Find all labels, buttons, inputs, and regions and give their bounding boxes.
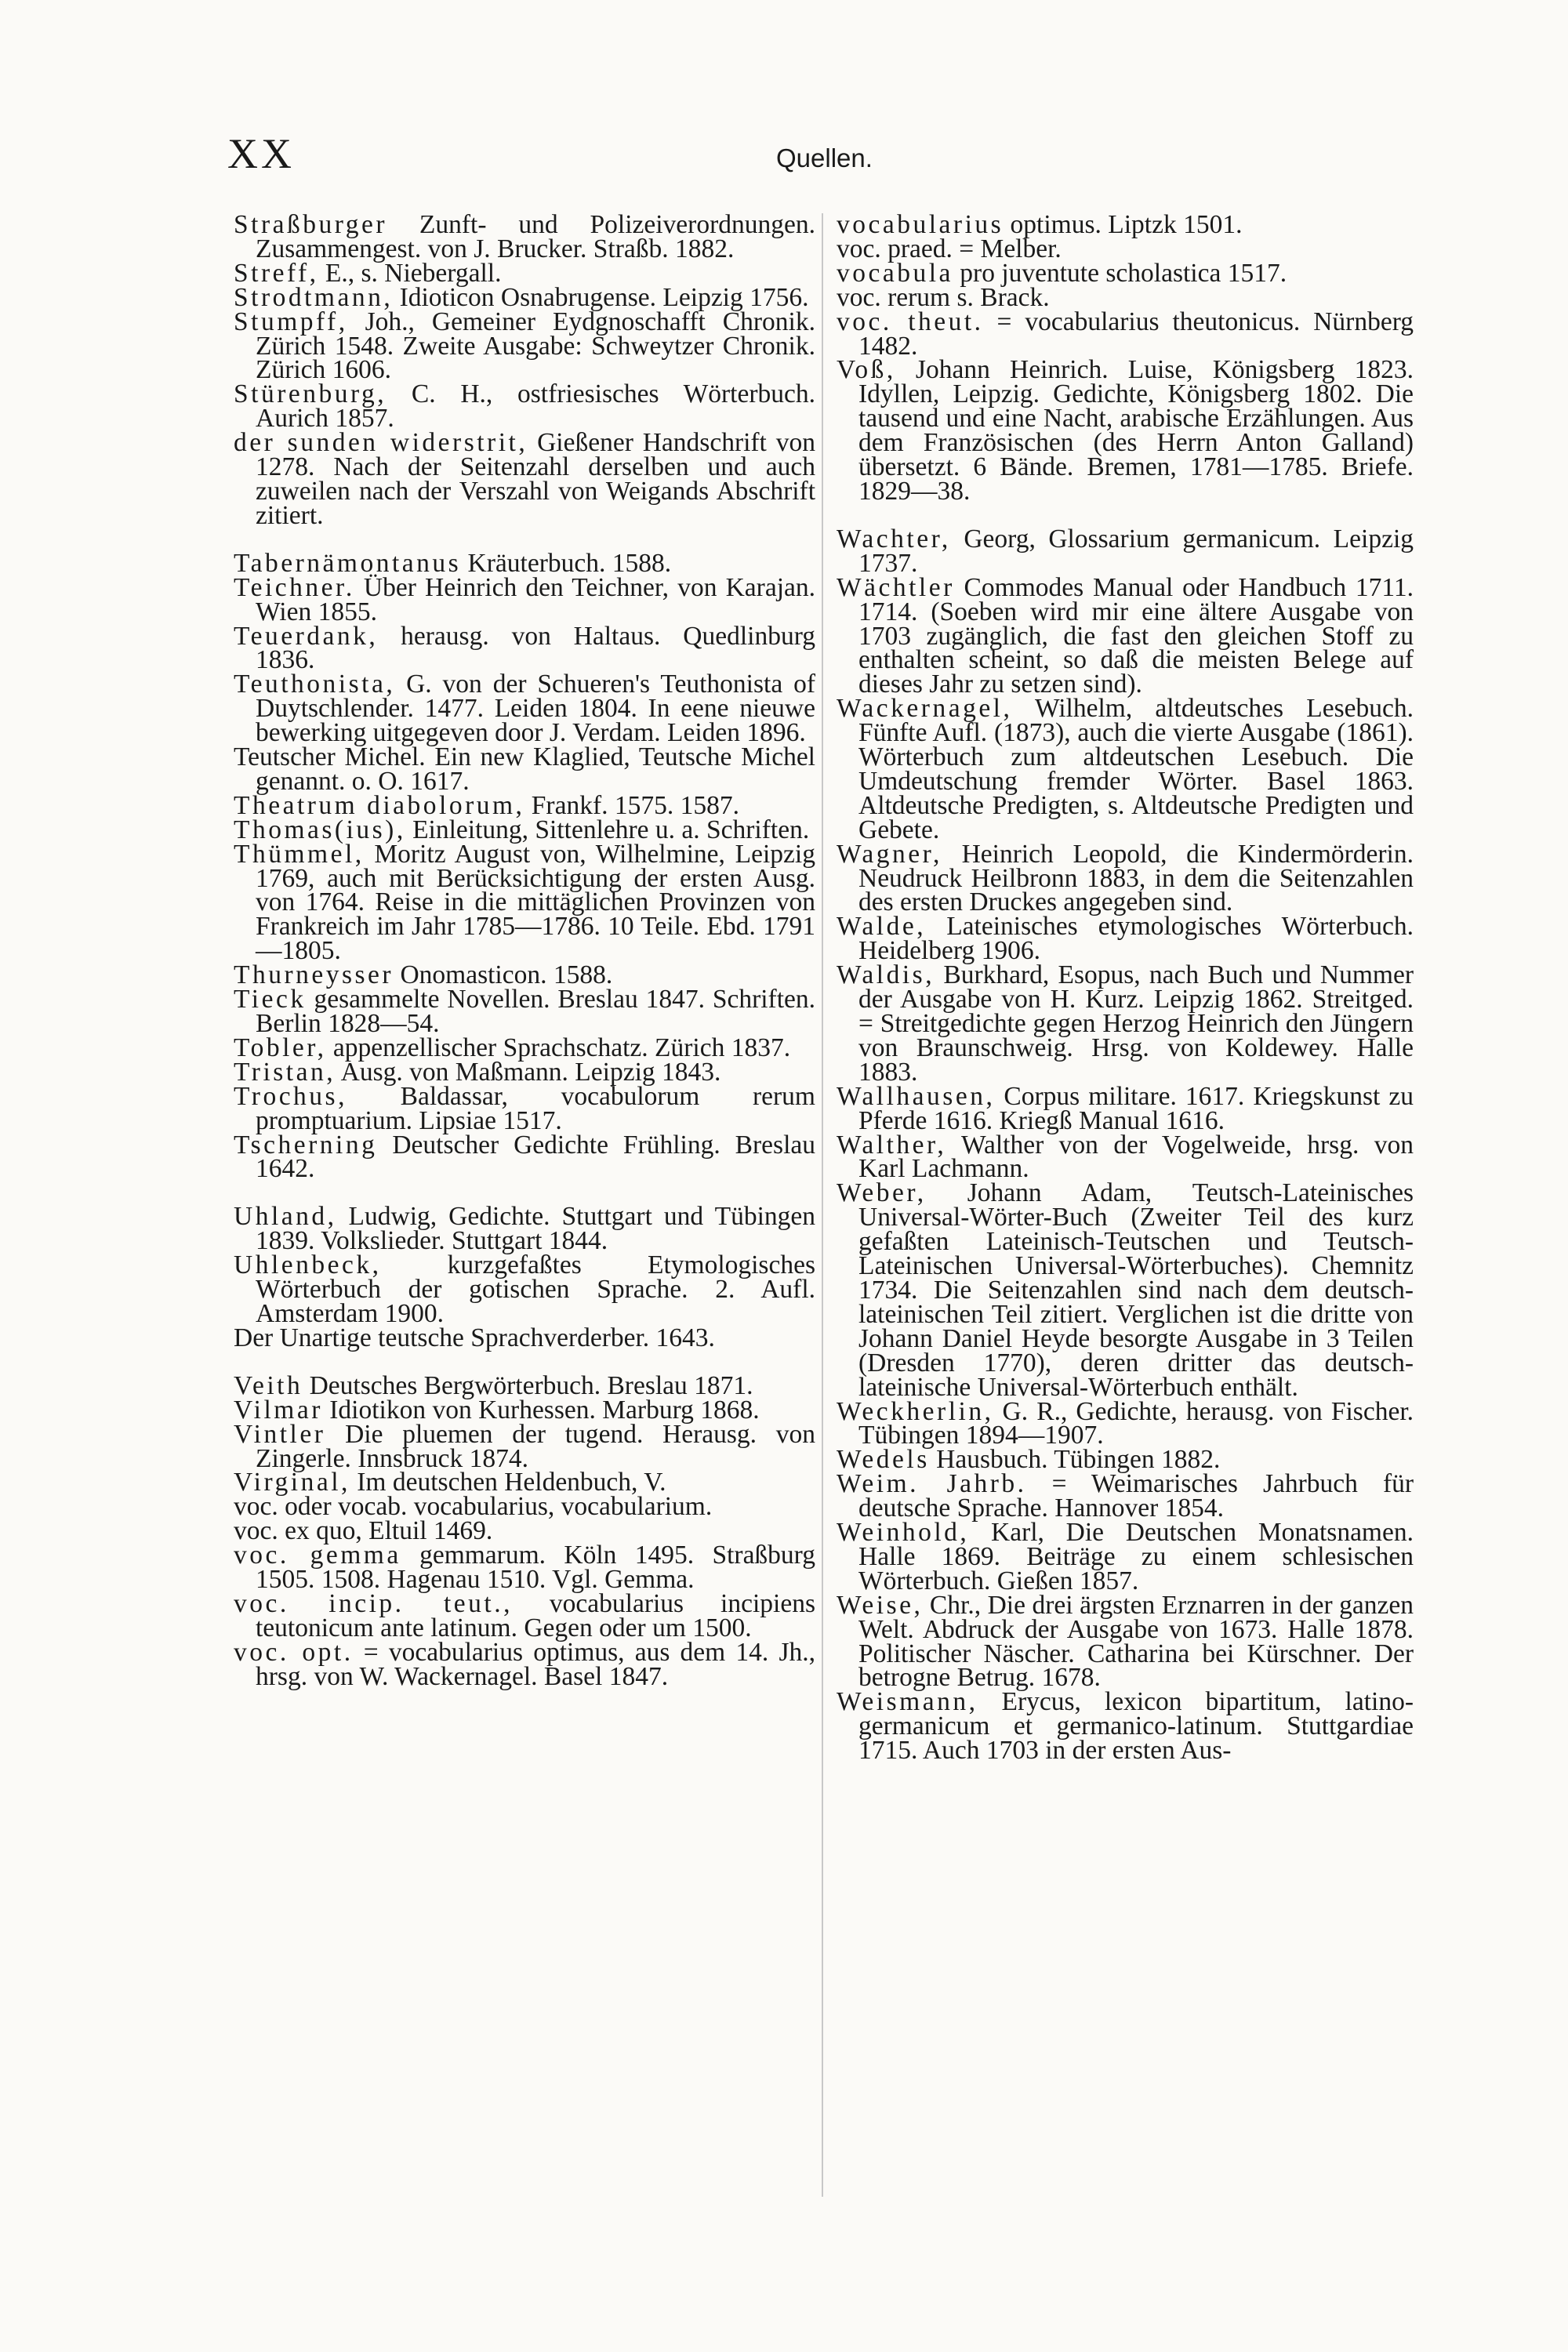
entry-keyword: Thümmel,: [234, 839, 365, 869]
bibliography-entry: [234, 572, 815, 626]
entry-text: Die pluemen der tugend. Herausg. von Zingerle. Innsbruck 1874.: [256, 1419, 815, 1473]
entry-text: Über Heinrich den Teichner, von Karajan. Wien 1855.: [256, 572, 815, 626]
entry-keyword: Teuthonista,: [234, 670, 396, 699]
entry-text: Lateinisches etymologisches Wörterbuch. Heidelberg 1906.: [858, 912, 1414, 966]
entry-text: Deutscher Gedichte Frühling. Breslau 1642.: [256, 1130, 815, 1184]
bibliography-entry: [837, 839, 1414, 917]
entry-keyword: Uhland,: [234, 1202, 337, 1232]
bibliography-entry: [837, 1469, 1414, 1523]
entry-text: voc. ex quo, Eltuil 1469.: [234, 1516, 493, 1546]
entry-keyword: Tieck: [234, 985, 307, 1014]
entry-text: Ausg. von Maßmann. Leipzig 1843.: [336, 1057, 721, 1087]
entry-keyword: Weismann,: [837, 1687, 978, 1717]
entry-keyword: Tristan,: [234, 1057, 336, 1087]
entry-text: Einleitung, Sittenlehre u. a. Schriften.: [405, 815, 810, 844]
entry-keyword: Wachter,: [837, 524, 951, 554]
entry-keyword: Stumpff,: [234, 307, 348, 336]
bibliography-entry: [234, 1202, 815, 1256]
bibliography-entry: [837, 524, 1414, 578]
bibliography-entry: [837, 1518, 1414, 1595]
entry-text: Joh., Gemeiner Eydgnoschafft Chronik. Zürich 1548. Zweite Ausgabe: Schweytzer Chronik. Zürich 1606.: [256, 307, 815, 385]
bibliography-entry: [234, 1323, 815, 1352]
entry-keyword: Weise,: [837, 1590, 924, 1620]
entry-text: Gießener Handschrift von 1278. Nach der Seitenzahl derselben und auch zuweilen nach der Verszahl von Weigands Abschrift zitiert.: [256, 428, 815, 530]
entry-text: G. von der Schueren's Teuthonista of Duytschlender. 1477. Leiden 1804. In eene nieuwe bewerking uitgegeven door J. Verdam. Leiden 1896.: [256, 670, 815, 748]
entry-text: C. H., ostfriesisches Wörterbuch. Aurich 1857.: [256, 379, 815, 434]
entry-keyword: Strodtmann,: [234, 282, 394, 312]
bibliography-entry: [837, 1687, 1414, 1766]
entry-keyword: Stürenburg,: [234, 379, 387, 409]
entry-text: Teutscher Michel. Ein new Klaglied, Teutsche Michel genannt. o. O. 1617.: [234, 742, 815, 796]
entry-text: appenzellischer Sprachschatz. Zürich 1837.: [326, 1033, 791, 1062]
entry-keyword: Teuerdank,: [234, 621, 379, 651]
entry-text: optimus. Liptzk 1501.: [1004, 210, 1243, 239]
entry-keyword: voc. incip. teut.,: [234, 1588, 513, 1618]
entry-text: gesammelte Novellen. Breslau 1847. Schriften. Berlin 1828—54.: [256, 985, 815, 1038]
entry-keyword: vocabularius: [837, 210, 1004, 239]
entry-keyword: Virginal,: [234, 1468, 350, 1497]
entry-keyword: Wedels: [837, 1445, 930, 1475]
column-divider: [822, 213, 823, 2197]
entry-text: herausg. von Haltaus. Quedlinburg 1836.: [256, 621, 815, 675]
bibliography-entry: [837, 694, 1414, 844]
entry-text: Chr., Die drei ärgsten Erznarren in der ganzen Welt. Abdruck der Ausgabe von 1673. Halle 1878. Politischer Näscher. Catharina bei Kürschner. Der betrogne Betrug. 1678.: [858, 1590, 1414, 1693]
entry-keyword: vocabula: [837, 258, 953, 288]
entry-text: Burkhard, Esopus, nach Buch und Nummer der Ausgabe von H. Kurz. Leipzig 1862. Streitged. = Streitgedichte gegen Herzog Heinrich den Jüngern von Braunschweig. Hrsg. von Koldewey. Halle 1883.: [858, 960, 1414, 1087]
entry-text: Baldassar, vocabulorum rerum promptuarium. Lipsiae 1517.: [256, 1081, 815, 1135]
entry-text: voc. praed. = Melber.: [837, 234, 1062, 263]
entry-keyword: Tabernämontanus: [234, 548, 462, 578]
bibliography-entry: [234, 985, 815, 1038]
entry-text: Wilhelm, altdeutsches Lesebuch. Fünfte Aufl. (1873), auch die vierte Ausgabe (1861). Wörterbuch zum altdeutschen Lesebuch. Die Umdeutschung fremder Wörter. Basel 1863. Altdeutsche Predigten, s. Altdeutsche Predigten und Gebete.: [858, 694, 1414, 844]
entry-text: Hausbuch. Tübingen 1882.: [929, 1445, 1221, 1475]
entry-keyword: Walde,: [837, 912, 927, 942]
right-column: [837, 210, 1414, 1766]
entry-keyword: Waldis,: [837, 960, 935, 990]
entry-keyword: Wackernagel,: [837, 694, 1013, 724]
entry-keyword: Weim. Jahrb.: [837, 1469, 1027, 1499]
bibliography-entry: [837, 1178, 1414, 1402]
entry-text: kurzgefaßtes Etymologisches Wörterbuch der gotischen Sprache. 2. Aufl. Amsterdam 1900.: [256, 1250, 815, 1328]
entry-text: G. R., Gedichte, herausg. von Fischer. Tübingen 1894—1907.: [858, 1396, 1414, 1450]
entry-keyword: Theatrum diabolorum,: [234, 790, 525, 820]
entry-text: Johann Heinrich. Luise, Königsberg 1823. Idyllen, Leipzig. Gedichte, Königsberg 1802. Die tausend und eine Nacht, arabische Erzählungen. Aus dem Französischen (des Herrn Anton Galland) übersetzt. 6 Bände. Bremen, 1781—1785. Briefe. 1829—38.: [858, 355, 1414, 506]
running-title: Quellen.: [776, 143, 873, 172]
bibliography-entry: [837, 960, 1414, 1087]
entry-text: Der Unartige teutsche Sprachverderber. 1643.: [234, 1323, 715, 1352]
page-number: XX: [227, 130, 295, 177]
bibliography-entry: [234, 1637, 815, 1691]
bibliography-entry: [234, 621, 815, 675]
entry-text: Idioticon Osnabrugense. Leipzig 1756.: [393, 282, 809, 312]
bibliography-entry: [234, 1250, 815, 1328]
entry-text: Im deutschen Heldenbuch, V.: [350, 1468, 666, 1497]
entry-text: Deutsches Bergwörterbuch. Breslau 1871.: [303, 1370, 753, 1400]
bibliography-entry: [837, 307, 1414, 361]
entry-keyword: voc. theut.: [837, 307, 984, 336]
entry-text: vocabularius incipiens teutonicum ante latinum. Gegen oder um 1500.: [256, 1588, 815, 1642]
entry-keyword: Teichner.: [234, 572, 355, 602]
bibliography-entry: [234, 210, 815, 263]
entry-keyword: Walther,: [837, 1130, 947, 1160]
entry-text: Onomasticon. 1588.: [394, 960, 613, 990]
bibliography-entry: [837, 1081, 1414, 1135]
entry-keyword: Weckherlin,: [837, 1396, 994, 1426]
page-header: [227, 129, 1403, 184]
bibliography-entry: [837, 1396, 1414, 1450]
entry-keyword: Voß,: [837, 355, 896, 385]
bibliography-entry: [234, 670, 815, 748]
bibliography-entry: [234, 1130, 815, 1184]
entry-text: = Weimarisches Jahrbuch für deutsche Sprache. Hannover 1854.: [858, 1469, 1414, 1523]
entry-keyword: Wallhausen,: [837, 1081, 996, 1111]
bibliography-entry: [234, 428, 815, 530]
entry-keyword: Weinhold,: [837, 1518, 970, 1548]
bibliography-entry: [234, 1419, 815, 1473]
bibliography-entry: [234, 839, 815, 966]
entry-keyword: Vilmar: [234, 1395, 323, 1425]
entry-keyword: Tscherning: [234, 1130, 378, 1160]
entry-text: Erycus, lexicon bipartitum, latino-germanicum et germanico-latinum. Stuttgardiae 1715. Auch 1703 in der ersten Aus-: [858, 1687, 1414, 1766]
entry-text: Commodes Manual oder Handbuch 1711. 1714. (Soeben wird mir eine ältere Ausgabe von 1703 zugänglich, die fast den gleichen Stoff zu enthalten scheint, so daß die meisten Belege auf dieses Jahr zu setzen sind).: [858, 572, 1414, 699]
entry-keyword: Streff,: [234, 258, 319, 288]
bibliography-entry: [234, 1588, 815, 1642]
entry-keyword: Veith: [234, 1370, 303, 1400]
entry-keyword: Trochus,: [234, 1081, 347, 1111]
bibliography-entry: [234, 1541, 815, 1595]
entry-keyword: Weber,: [837, 1178, 927, 1208]
entry-keyword: Tobler,: [234, 1033, 327, 1062]
bibliography-entry: [837, 912, 1414, 966]
entry-text: gemmarum. Köln 1495. Straßburg 1505. 1508. Hagenau 1510. Vgl. Gemma.: [256, 1541, 815, 1595]
left-column: [234, 210, 815, 1691]
bibliography-entry: [837, 355, 1414, 506]
entry-text: voc. rerum s. Brack.: [837, 282, 1050, 312]
entry-text: = vocabularius theutonicus. Nürnberg 1482.: [858, 307, 1414, 361]
entry-text: Kräuterbuch. 1588.: [461, 548, 672, 578]
entry-text: Walther von der Vogelweide, hrsg. von Karl Lachmann.: [858, 1130, 1414, 1184]
entry-text: pro juventute scholastica 1517.: [953, 258, 1287, 288]
entry-keyword: Uhlenbeck,: [234, 1250, 382, 1280]
entry-text: Frankf. 1575. 1587.: [524, 790, 739, 820]
bibliography-entry: [837, 572, 1414, 699]
entry-text: Heinrich Leopold, die Kindermörderin. Neudruck Heilbronn 1883, in dem die Seitenzahlen des ersten Druckes angegeben sind.: [858, 839, 1414, 917]
bibliography-entry: [234, 379, 815, 434]
entry-text: voc. oder vocab. vocabularius, vocabularium.: [234, 1492, 713, 1522]
bibliography-entry: [837, 1130, 1414, 1184]
entry-keyword: Vintler: [234, 1419, 326, 1449]
bibliography-entry: [234, 742, 815, 796]
entry-keyword: voc. gemma: [234, 1541, 401, 1570]
entry-keyword: Thomas(ius),: [234, 815, 406, 844]
entry-text: Georg, Glossarium germanicum. Leipzig 1737.: [858, 524, 1414, 578]
entry-text: Karl, Die Deutschen Monatsnamen. Halle 1869. Beiträge zu einem schlesischen Wörterbuch. Gießen 1857.: [858, 1518, 1414, 1595]
entry-keyword: der sunden widerstrit,: [234, 428, 528, 458]
entry-keyword: voc. opt.: [234, 1637, 354, 1667]
entry-text: Zunft- und Polizeiverordnungen. Zusammengest. von J. Brucker. Straßb. 1882.: [256, 210, 815, 263]
entry-text: Idiotikon von Kurhessen. Marburg 1868.: [322, 1395, 760, 1425]
entry-keyword: Thurneysser: [234, 960, 394, 990]
entry-text: Moritz August von, Wilhelmine, Leipzig 1769, auch mit Berücksichtigung der ersten Ausg. von 1764. Reise in die mittäglichen Provinzen von Frankreich im Jahr 1785—1786. 10 Teile. Ebd. 1791—1805.: [256, 839, 815, 966]
bibliography-entry: [837, 1590, 1414, 1693]
bibliography-entry: [234, 307, 815, 385]
entry-text: E., s. Niebergall.: [318, 258, 502, 288]
entry-text: Ludwig, Gedichte. Stuttgart und Tübingen 1839. Volkslieder. Stuttgart 1844.: [256, 1202, 815, 1256]
entry-text: = vocabularius optimus, aus dem 14. Jh., hrsg. von W. Wackernagel. Basel 1847.: [256, 1637, 815, 1691]
entry-keyword: Wagner,: [837, 839, 942, 869]
entry-keyword: Straßburger: [234, 210, 388, 239]
entry-keyword: Wächtler: [837, 572, 955, 602]
bibliography-entry: [234, 1081, 815, 1135]
entry-text: Johann Adam, Teutsch-Lateinisches Universal-Wörter-Buch (Zweiter Teil des kurz gefaßten Lateinisch-Teutschen und Teutsch-Lateinischen Universal-Wörterbuches). Chemnitz 1734. Die Seitenzahlen sind nach dem deutsch-lateinischen Teil zitiert. Verglichen ist die dritte von Johann Daniel Heyde besorgte Ausgabe in 3 Teilen (Dresden 1770), deren dritter das deutsch-lateinische Universal-Wörterbuch enthält.: [858, 1178, 1414, 1402]
entry-text: Corpus militare. 1617. Kriegskunst zu Pferde 1616. Kriegß Manual 1616.: [858, 1081, 1414, 1135]
